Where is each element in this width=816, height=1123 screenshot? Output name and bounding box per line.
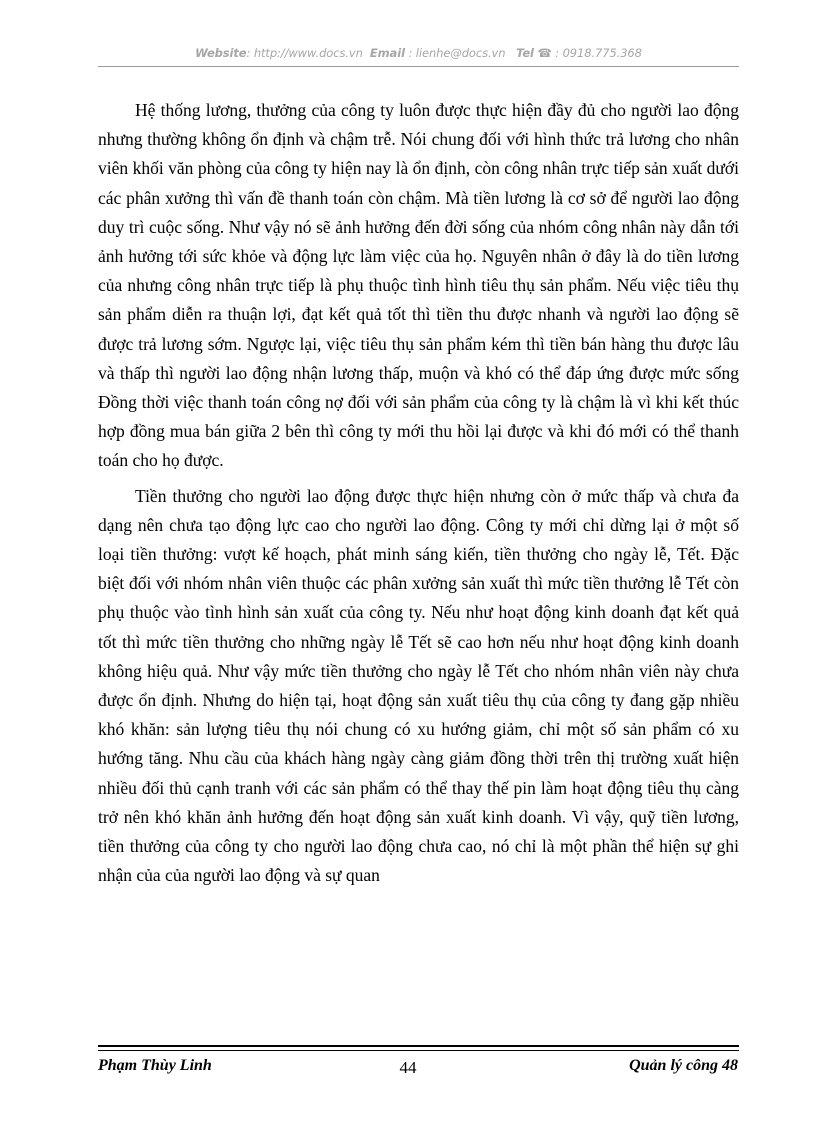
paragraph-1: Hệ thống lương, thưởng của công ty luôn được thực hiện đầy đủ cho người lao động nhưng thường không ổn định và chậm trễ. Nói chung đối với hình thức trả lương cho nhân viên khối văn phòng của công ty hiện nay là ổn định, còn công nhân trực tiếp sản xuất dưới các phân xưởng thì vấn đề thanh toán còn chậm. Mà tiền lương là cơ sở để người lao động duy trì cuộc sống. Như vậy nó sẽ ảnh hưởng đến đời sống của nhóm công nhân này dẫn tới ảnh hưởng tới sức khỏe và động lực làm việc của họ. Nguyên nhân ở đây là do tiền lương của nhưng công nhân trực tiếp là phụ thuộc tình hình tiêu thụ sản phẩm. Nếu việc tiêu thụ sản phẩm diễn ra thuận lợi, đạt kết quả tốt thì tiền thu được nhanh và người lao động sẽ được trả lương sớm. Ngược lại, việc tiêu thụ sản phẩm kém thì tiền bán hàng thu được lâu và thấp thì người lao động nhận lương thấp, muộn và khó có thể đáp ứng được mức sống Đồng thời việc thanh toán công nợ đối với sản phẩm của công ty là chậm là vì khi kết thúc hợp đồng mua bán giữa 2 bên thì công ty mới thu hồi lại được và khi đó mới có thể thanh toán cho họ được.: [98, 100, 739, 471]
email-value: : lienhe@docs.vn: [404, 46, 506, 60]
paragraph-2: Tiền thưởng cho người lao động được thực hiện nhưng còn ở mức thấp và chưa đa dạng nên chưa tạo động lực cao cho người lao động. Công ty mới chỉ dừng lại ở một số loại tiền thưởng: vượt kế hoạch, phát minh sáng kiến, tiền thưởng cho ngày lễ, Tết. Đặc biệt đối với nhóm nhân viên thuộc các phân xưởng sản xuất thì mức tiền thưởng lễ Tết còn phụ thuộc vào tình hình sản xuất của công ty. Nếu như hoạt động kinh doanh đạt kết quả tốt thì mức tiền thưởng cho những ngày lễ Tết sẽ cao hơn nếu như hoạt động kinh doanh không hiệu quả. Như vậy mức tiền thưởng cho ngày lễ Tết cho nhóm nhân viên này chưa được ổn định. Nhưng do hiện tại, hoạt động sản xuất tiêu thụ của công ty đang gặp nhiều khó khăn: sản lượng tiêu thụ nói chung có xu hướng giảm, chỉ một số sản phẩm có xu hướng tăng. Nhu cầu của khách hàng ngày càng giảm đồng thời trên thị trường xuất hiện nhiều đối thủ cạnh tranh với các sản phẩm có thể thay thế pin làm hoạt động tiêu thụ càng trở nên khó khăn ảnh hưởng đến hoạt động sản xuất kinh doanh. Vì vậy, quỹ tiền lương, tiền thưởng của công ty cho người lao động chưa cao, nó chỉ là một phần thể hiện sự ghi nhận của của người lao động và sự quan: [98, 485, 739, 886]
tel-label: Tel: [516, 46, 534, 60]
footer-divider-thick: [98, 1045, 739, 1047]
tel-value: ☎ : 0918.775.368: [533, 46, 642, 60]
website-label: Website: [195, 46, 247, 60]
footer-class-name: Quản lý công 48: [629, 1057, 738, 1074]
page-number: 44: [399, 1058, 417, 1077]
page-header: [98, 46, 739, 64]
website-value: : http://www.docs.vn: [246, 46, 363, 60]
footer-divider-thin: [98, 1050, 739, 1051]
email-label: Email: [369, 46, 405, 60]
footer-author: Phạm Thùy Linh: [98, 1057, 212, 1074]
header-divider: [98, 66, 739, 67]
document-body: [98, 96, 739, 890]
